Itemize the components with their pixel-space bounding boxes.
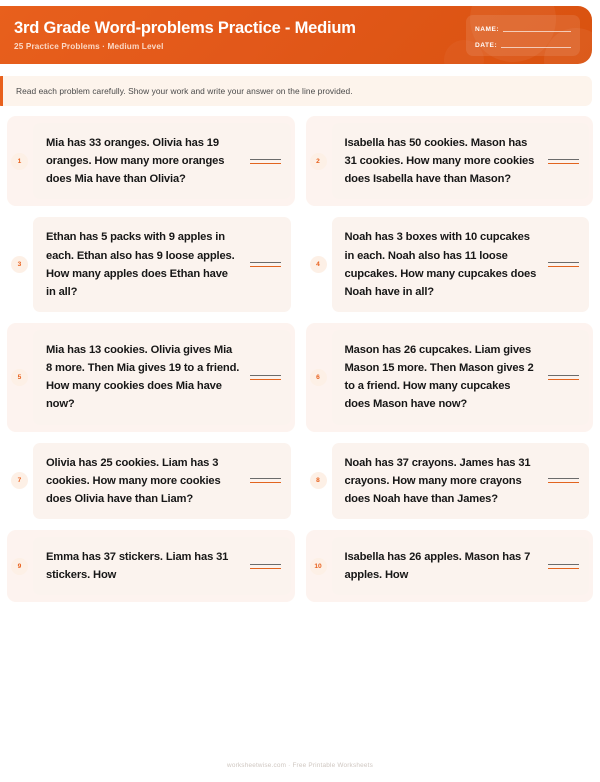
problem-text: Mason has 26 cupcakes. Liam gives Mason 15 more. Then Mason gives 2 to a friend. How many cupcakes does Mason have now?: [344, 343, 534, 411]
problem-number-badge: 7: [11, 472, 28, 489]
problem-cell[interactable]: [306, 116, 594, 206]
problem-row: [7, 323, 593, 432]
worksheet-header: [0, 6, 592, 64]
problem-text: Ethan has 5 packs with 9 apples in each. Ethan also has 9 loose apples. How many apples does Ethan have in all?: [46, 231, 235, 298]
problem-card[interactable]: [332, 443, 590, 519]
problem-row: [7, 210, 593, 319]
answer-line-top: [250, 159, 281, 160]
page-title: 3rd Grade Word-problems Practice - Medium: [14, 18, 356, 37]
problem-card[interactable]: [332, 217, 590, 312]
problem-number-badge: 9: [11, 558, 28, 575]
answer-line-bottom: [250, 163, 281, 164]
instructions-bar: [0, 76, 592, 106]
answer-line[interactable]: [548, 478, 579, 483]
header-title-block: [0, 19, 356, 51]
problem-card[interactable]: [332, 123, 590, 199]
answer-line[interactable]: [548, 159, 579, 164]
answer-line-bottom: [250, 379, 281, 380]
footer-watermark: worksheetwise.com · Free Printable Worksheets: [227, 762, 373, 769]
problem-number-badge: 5: [11, 369, 28, 386]
answer-line-top: [250, 478, 281, 479]
page-subtitle: 25 Practice Problems · Medium Level: [14, 42, 164, 52]
problem-number-badge: 6: [310, 369, 327, 386]
problem-cell[interactable]: [7, 436, 295, 526]
problem-cell[interactable]: [7, 323, 295, 432]
name-date-box: [466, 15, 580, 56]
problem-cell[interactable]: [7, 210, 295, 319]
answer-line-top: [250, 375, 281, 376]
problem-card[interactable]: [332, 330, 590, 425]
problem-card[interactable]: [332, 537, 590, 595]
problem-number-badge: 10: [310, 558, 327, 575]
problem-cell[interactable]: [306, 210, 594, 319]
problem-cell[interactable]: [7, 116, 295, 206]
answer-line[interactable]: [250, 478, 281, 483]
answer-line[interactable]: [548, 564, 579, 569]
problem-row: [7, 436, 593, 526]
problem-cell[interactable]: [306, 530, 594, 602]
answer-line-bottom: [250, 266, 281, 267]
problems-grid: [0, 116, 600, 602]
problem-cell[interactable]: [306, 323, 594, 432]
problem-row: [7, 116, 593, 206]
problem-text: Noah has 37 crayons. James has 31 crayons. How many more crayons does Noah have than James?: [344, 456, 531, 505]
problem-card[interactable]: [33, 330, 291, 425]
date-field-row[interactable]: [475, 37, 571, 50]
answer-line-top: [548, 564, 579, 565]
answer-line-bottom: [548, 568, 579, 569]
answer-line-bottom: [250, 568, 281, 569]
problem-number-badge: 4: [310, 256, 327, 273]
answer-line[interactable]: [250, 564, 281, 569]
answer-line[interactable]: [548, 262, 579, 267]
problem-text: Isabella has 26 apples. Mason has 7 apples. How: [344, 550, 531, 582]
answer-line-top: [548, 478, 579, 479]
problem-card[interactable]: [33, 217, 291, 312]
problem-card[interactable]: [33, 123, 291, 199]
answer-line-top: [548, 262, 579, 263]
problem-number-badge: 2: [310, 153, 327, 170]
name-label: NAME:: [475, 26, 500, 33]
answer-line[interactable]: [250, 159, 281, 164]
date-label: DATE:: [475, 42, 498, 49]
answer-line-bottom: [548, 482, 579, 483]
problem-text: Mia has 13 cookies. Olivia gives Mia 8 more. Then Mia gives 19 to a friend. How many cookies does Mia have now?: [46, 343, 240, 411]
answer-line-top: [250, 564, 281, 565]
answer-line[interactable]: [548, 375, 579, 380]
problem-text: Isabella has 50 cookies. Mason has 31 cookies. How many more cookies does Isabella have than Mason?: [344, 137, 535, 186]
problem-number-badge: 1: [11, 153, 28, 170]
problem-cell[interactable]: [7, 530, 295, 602]
name-field-row[interactable]: [475, 21, 571, 34]
problem-number-badge: 8: [310, 472, 327, 489]
problem-text: Mia has 33 oranges. Olivia has 19 oranges. How many more oranges does Mia have than Olivia?: [46, 137, 225, 186]
answer-line[interactable]: [250, 262, 281, 267]
answer-line-top: [548, 159, 579, 160]
problem-cell[interactable]: [306, 436, 594, 526]
answer-line-bottom: [548, 163, 579, 164]
problem-row: [7, 530, 593, 602]
problem-card[interactable]: [33, 537, 291, 595]
problem-text: Emma has 37 stickers. Liam has 31 stickers. How: [46, 550, 229, 582]
answer-line-bottom: [548, 379, 579, 380]
answer-line[interactable]: [250, 375, 281, 380]
problem-text: Noah has 3 boxes with 10 cupcakes in each. Noah also has 11 loose cupcakes. How many cupcakes does Noah have in all?: [344, 231, 537, 298]
date-write-line[interactable]: [501, 47, 571, 48]
answer-line-top: [548, 375, 579, 376]
problem-card[interactable]: [33, 443, 291, 519]
instructions-text: Read each problem carefully. Show your work and write your answer on the line provided.: [16, 86, 353, 96]
name-write-line[interactable]: [503, 31, 571, 32]
answer-line-top: [250, 262, 281, 263]
answer-line-bottom: [548, 266, 579, 267]
problem-number-badge: 3: [11, 256, 28, 273]
answer-line-bottom: [250, 482, 281, 483]
problem-text: Olivia has 25 cookies. Liam has 3 cookies. How many more cookies does Olivia have than Liam?: [46, 456, 221, 505]
